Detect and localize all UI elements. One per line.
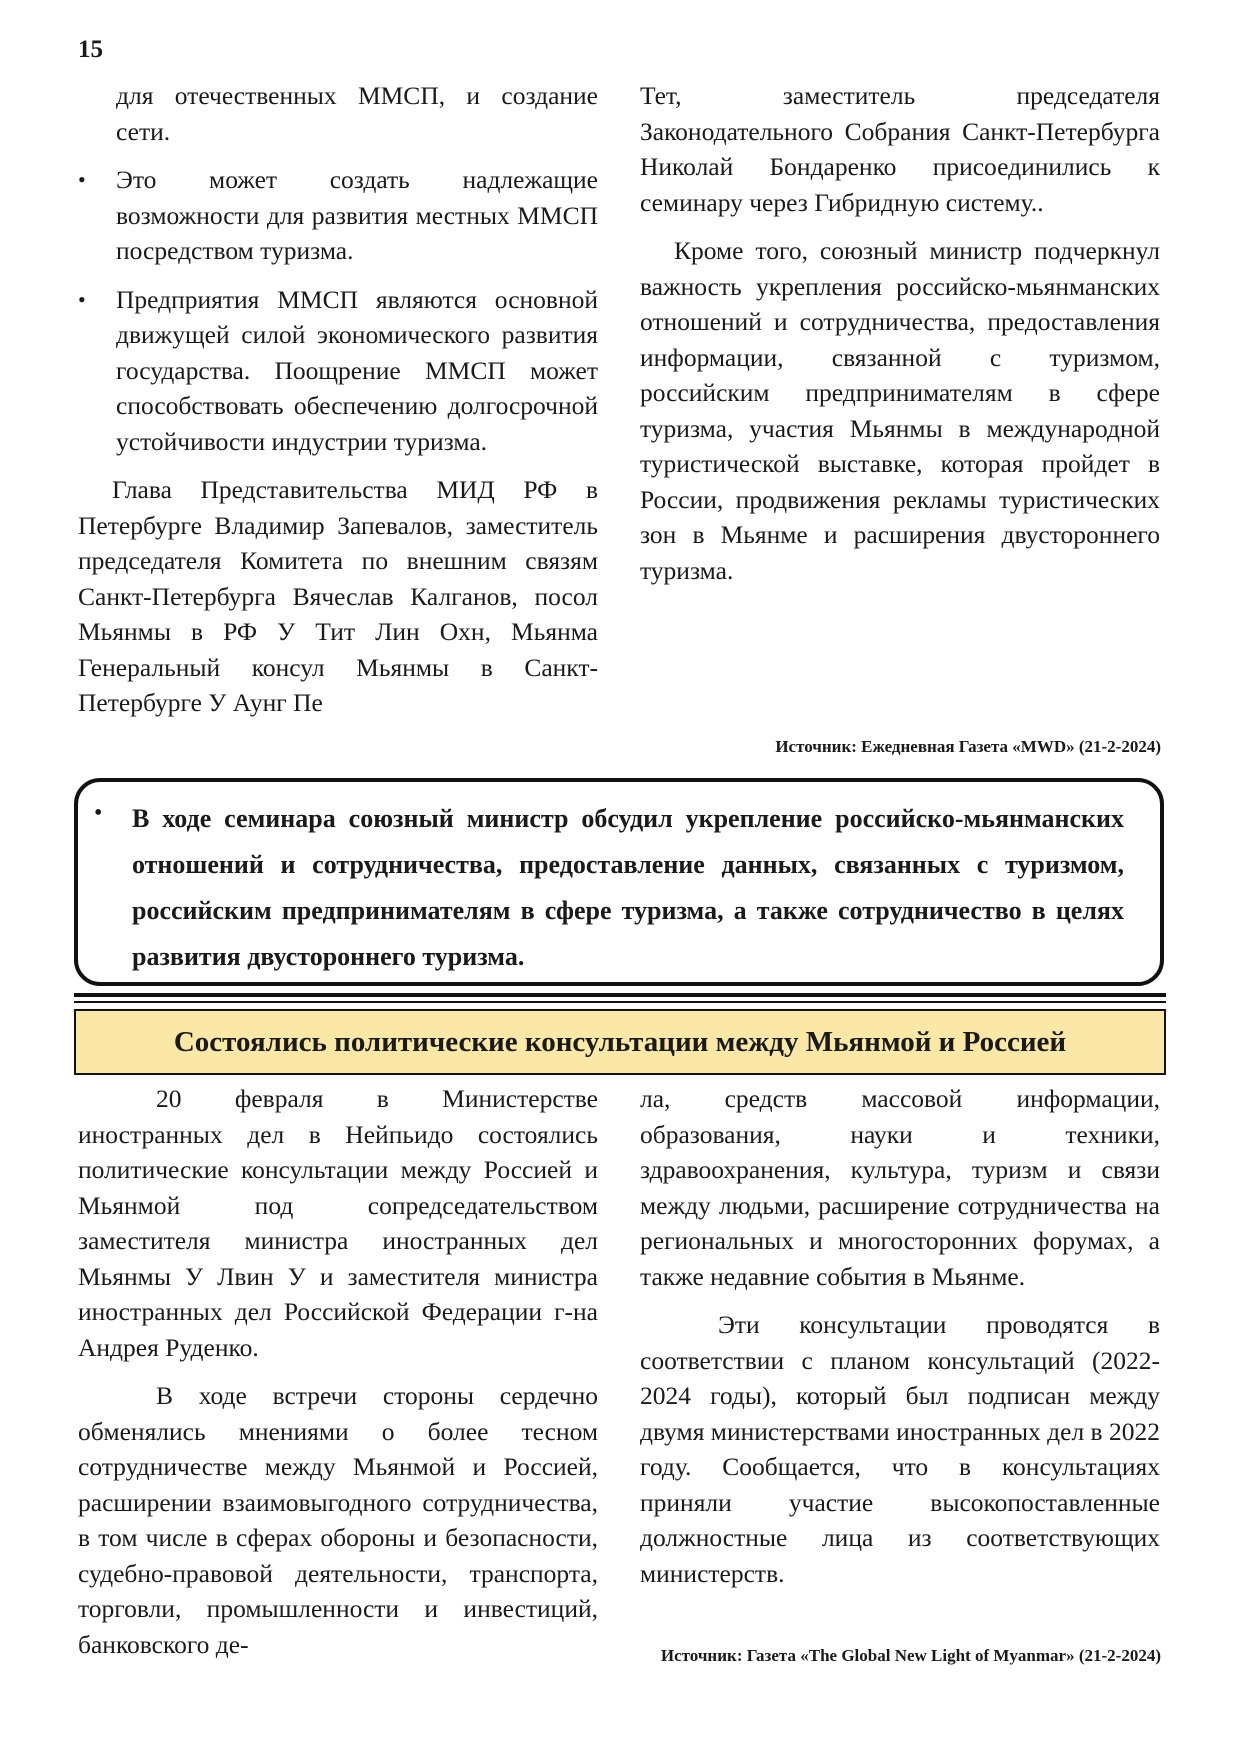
list-item: • Это может создать надлежащие возможности для развития местных ММСП посредством туризма. bbox=[78, 162, 598, 269]
top-left-column bbox=[78, 78, 598, 734]
list-item: для отечественных ММСП, и создание сети. bbox=[116, 81, 598, 146]
top-right-column bbox=[640, 78, 1160, 601]
divider bbox=[74, 1001, 1166, 1003]
paragraph: ла, средств массовой информации, образования, науки и техники, здравоохранения, культура, туризм и связи между людьми, расширение сотрудничества на региональных и многосторонних форумах, а также недавние события в Мьянме. bbox=[640, 1084, 1160, 1291]
bottom-left-column bbox=[78, 1081, 598, 1675]
divider bbox=[74, 993, 1166, 997]
bottom-right-column bbox=[640, 1081, 1160, 1604]
list-item: • Предприятия ММСП являются основной движущей силой экономического развития государства. Поощрение ММСП может способствовать обеспечению долгосрочной устойчивости индустрии туризма. bbox=[78, 282, 598, 460]
paragraph: В ходе встречи стороны сердечно обменялись мнениями о более тесном сотрудничестве между Мьянмой и Россией, расширении взаимовыгодного сотрудничества, в том числе в сферах обороны и безопасности, судебно-правовой деятельности, транспорта, торговли, промышленности и инвестиций, банковского де- bbox=[78, 1381, 598, 1659]
paragraph: Кроме того, союзный министр подчеркнул важность укрепления российско-мьянманских отношений и сотрудничества, предоставления информации, связанной с туризмом, российским предпринимателям в сфере туризма, участия Мьянмы в международной туристической выставке, которая пройдет в России, продвижения рекламы туристических зон в Мьянме и расширения двустороннего туризма. bbox=[640, 236, 1160, 585]
source-citation: Источник: Газета «The Global New Light of Myanmar» (21-2-2024) bbox=[660, 1646, 1161, 1665]
bullet-icon: • bbox=[94, 800, 103, 826]
source-citation: Источник: Ежедневная Газета «MWD» (21-2-2024) bbox=[775, 737, 1161, 756]
bullet-list bbox=[78, 78, 598, 459]
paragraph: Глава Представительства МИД РФ в Петербурге Владимир Запевалов, заместитель председателя Комитета по внешним связям Санкт-Петербурга Вячеслав Калганов, посол Мьянмы в РФ У Тит Лин Охн, Мьянма Генеральный консул Мьянмы в Санкт-Петербурге У Аунг Пе bbox=[78, 475, 598, 717]
highlight-box bbox=[74, 778, 1164, 986]
page-number: 15 bbox=[78, 36, 103, 63]
paragraph: 20 февраля в Министерстве иностранных дел в Нейпьидо состоялись политические консультации между Россией и Мьянмой под сопредседательством заместителя министра иностранных дел Мьянмы У Лвин У и заместителя министра иностранных дел Российской Федерации г-на Андрея Руденко. bbox=[78, 1084, 598, 1362]
highlight-text: В ходе семинара союзный министр обсудил укрепление российско-мьянманских отношений и сотрудничества, предоставление данных, связанных с туризмом, российским предпринимателям в сфере туризма, а также сотрудничество в целях развития двустороннего туризма. bbox=[132, 804, 1124, 971]
paragraph: Эти консультации проводятся в соответствии с планом консультаций (2022-2024 годы), который был подписан между двумя министерствами иностранных дел в 2022 году. Сообщается, что в консультациях приняли участие высокопоставленные должностные лица из соответствующих министерств. bbox=[640, 1310, 1160, 1588]
article-headline: Состоялись политические консультации между Мьянмой и Россией bbox=[74, 1009, 1166, 1075]
paragraph: Тет, заместитель председателя Законодательного Собрания Санкт-Петербурга Николай Бондаренко присоединились к семинару через Гибридную систему.. bbox=[640, 81, 1160, 217]
